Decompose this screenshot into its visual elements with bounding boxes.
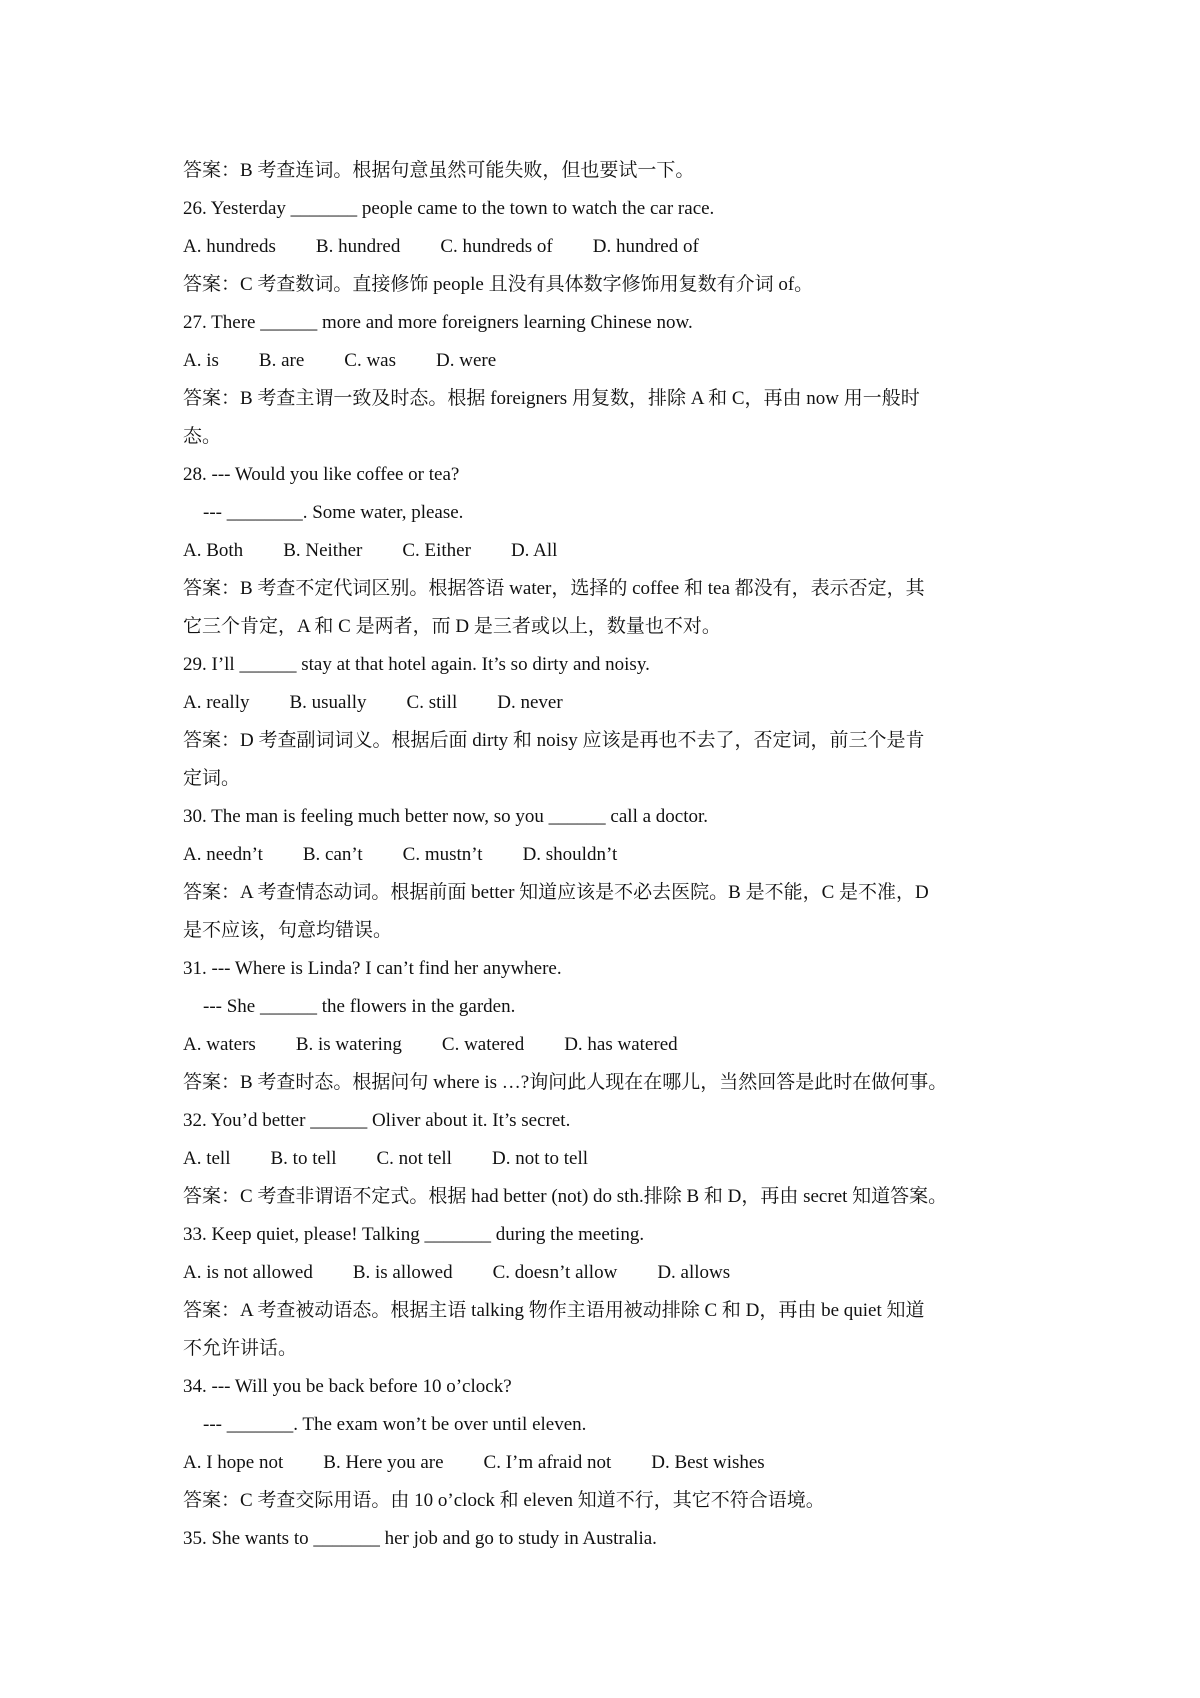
option-choice: B. is allowed <box>352 1262 453 1283</box>
dialogue-reply: --- _______. The exam won’t be over until eleven. <box>203 1414 587 1435</box>
answer-options <box>183 1026 1033 1064</box>
answer-explanation: 答案：B 考查连词。根据句意虽然可能失败，但也要试一下。 <box>183 160 695 181</box>
answer-explanation: 答案：A 考查被动语态。根据主语 talking 物作主语用被动排除 C 和 D，再由 be quiet 知道 <box>183 1300 925 1321</box>
option-choice: A. needn’t <box>183 844 263 865</box>
answer-explanation: 态。 <box>183 426 222 447</box>
option-choice: D. hundred of <box>592 236 699 257</box>
option-choice: B. Neither <box>283 540 363 561</box>
answer-explanation: 答案：C 考查数词。直接修饰 people 且没有具体数字修饰用复数有介词 of。 <box>183 274 814 295</box>
option-choice: B. usually <box>289 692 367 713</box>
option-choice: C. not tell <box>376 1148 452 1169</box>
option-choice: B. Here you are <box>323 1452 444 1473</box>
option-choice: A. is not allowed <box>183 1262 313 1283</box>
exercise-content <box>183 152 1033 1558</box>
option-choice: C. still <box>406 692 458 713</box>
option-choice: A. is <box>183 350 219 371</box>
option-choice: D. has watered <box>564 1034 678 1055</box>
answer-options <box>183 836 1033 874</box>
answer-explanation: 是不应该，句意均错误。 <box>183 920 393 941</box>
option-choice: C. hundreds of <box>440 236 553 257</box>
option-choice: B. is watering <box>295 1034 402 1055</box>
answer-options <box>183 684 1033 722</box>
answer-options <box>183 1254 1033 1292</box>
question-stem: 34. --- Will you be back before 10 o’clock? <box>183 1376 512 1397</box>
option-choice: A. really <box>183 692 250 713</box>
answer-explanation: 定词。 <box>183 768 241 789</box>
answer-options <box>183 532 1033 570</box>
answer-explanation: 答案：A 考查情态动词。根据前面 better 知道应该是不必去医院。B 是不能，C 是不准，D <box>183 882 929 903</box>
question-stem: 30. The man is feeling much better now, so you ______ call a doctor. <box>183 806 709 827</box>
answer-explanation: 它三个肯定，A 和 C 是两者，而 D 是三者或以上，数量也不对。 <box>183 616 721 637</box>
option-choice: C. I’m afraid not <box>483 1452 612 1473</box>
option-choice: B. can’t <box>302 844 363 865</box>
question-stem: 32. You’d better ______ Oliver about it. It’s secret. <box>183 1110 571 1131</box>
answer-options <box>183 228 1033 266</box>
option-choice: A. Both <box>183 540 244 561</box>
option-choice: D. never <box>497 692 563 713</box>
dialogue-reply: --- She ______ the flowers in the garden. <box>203 996 516 1017</box>
option-choice: A. waters <box>183 1034 256 1055</box>
option-choice: C. Either <box>402 540 471 561</box>
question-stem: 31. --- Where is Linda? I can’t find her anywhere. <box>183 958 562 979</box>
answer-explanation: 答案：B 考查时态。根据问句 where is …?询问此人现在在哪儿，当然回答是此时在做何事。 <box>183 1072 948 1093</box>
option-choice: D. were <box>436 350 497 371</box>
option-choice: C. watered <box>441 1034 525 1055</box>
question-stem: 29. I’ll ______ stay at that hotel again. It’s so dirty and noisy. <box>183 654 650 675</box>
option-choice: B. are <box>258 350 305 371</box>
option-choice: D. allows <box>657 1262 731 1283</box>
answer-explanation: 答案：C 考查交际用语。由 10 o’clock 和 eleven 知道不行，其它不符合语境。 <box>183 1490 825 1511</box>
answer-explanation: 不允许讲话。 <box>183 1338 298 1359</box>
answer-options <box>183 342 1033 380</box>
option-choice: D. shouldn’t <box>522 844 618 865</box>
option-choice: C. doesn’t allow <box>492 1262 618 1283</box>
question-stem: 33. Keep quiet, please! Talking _______ during the meeting. <box>183 1224 645 1245</box>
question-stem: 26. Yesterday _______ people came to the town to watch the car race. <box>183 198 715 219</box>
option-choice: A. tell <box>183 1148 231 1169</box>
option-choice: D. not to tell <box>491 1148 589 1169</box>
option-choice: D. All <box>510 540 558 561</box>
answer-explanation: 答案：D 考查副词词义。根据后面 dirty 和 noisy 应该是再也不去了，否定词，前三个是肯 <box>183 730 925 751</box>
option-choice: C. mustn’t <box>402 844 483 865</box>
answer-options <box>183 1140 1033 1178</box>
option-choice: A. I hope not <box>183 1452 284 1473</box>
question-stem: 28. --- Would you like coffee or tea? <box>183 464 460 485</box>
option-choice: B. hundred <box>315 236 401 257</box>
option-choice: B. to tell <box>270 1148 337 1169</box>
answer-explanation: 答案：B 考查不定代词区别。根据答语 water，选择的 coffee 和 tea 都没有，表示否定，其 <box>183 578 925 599</box>
question-stem: 27. There ______ more and more foreigners learning Chinese now. <box>183 312 693 333</box>
answer-explanation: 答案：C 考查非谓语不定式。根据 had better (not) do sth.排除 B 和 D，再由 secret 知道答案。 <box>183 1186 948 1207</box>
option-choice: D. Best wishes <box>651 1452 765 1473</box>
answer-explanation: 答案：B 考查主谓一致及时态。根据 foreigners 用复数，排除 A 和 C，再由 now 用一般时 <box>183 388 920 409</box>
option-choice: C. was <box>344 350 397 371</box>
dialogue-reply: --- ________. Some water, please. <box>203 502 464 523</box>
answer-options <box>183 1444 1033 1482</box>
question-stem: 35. She wants to _______ her job and go to study in Australia. <box>183 1528 657 1549</box>
option-choice: A. hundreds <box>183 236 276 257</box>
